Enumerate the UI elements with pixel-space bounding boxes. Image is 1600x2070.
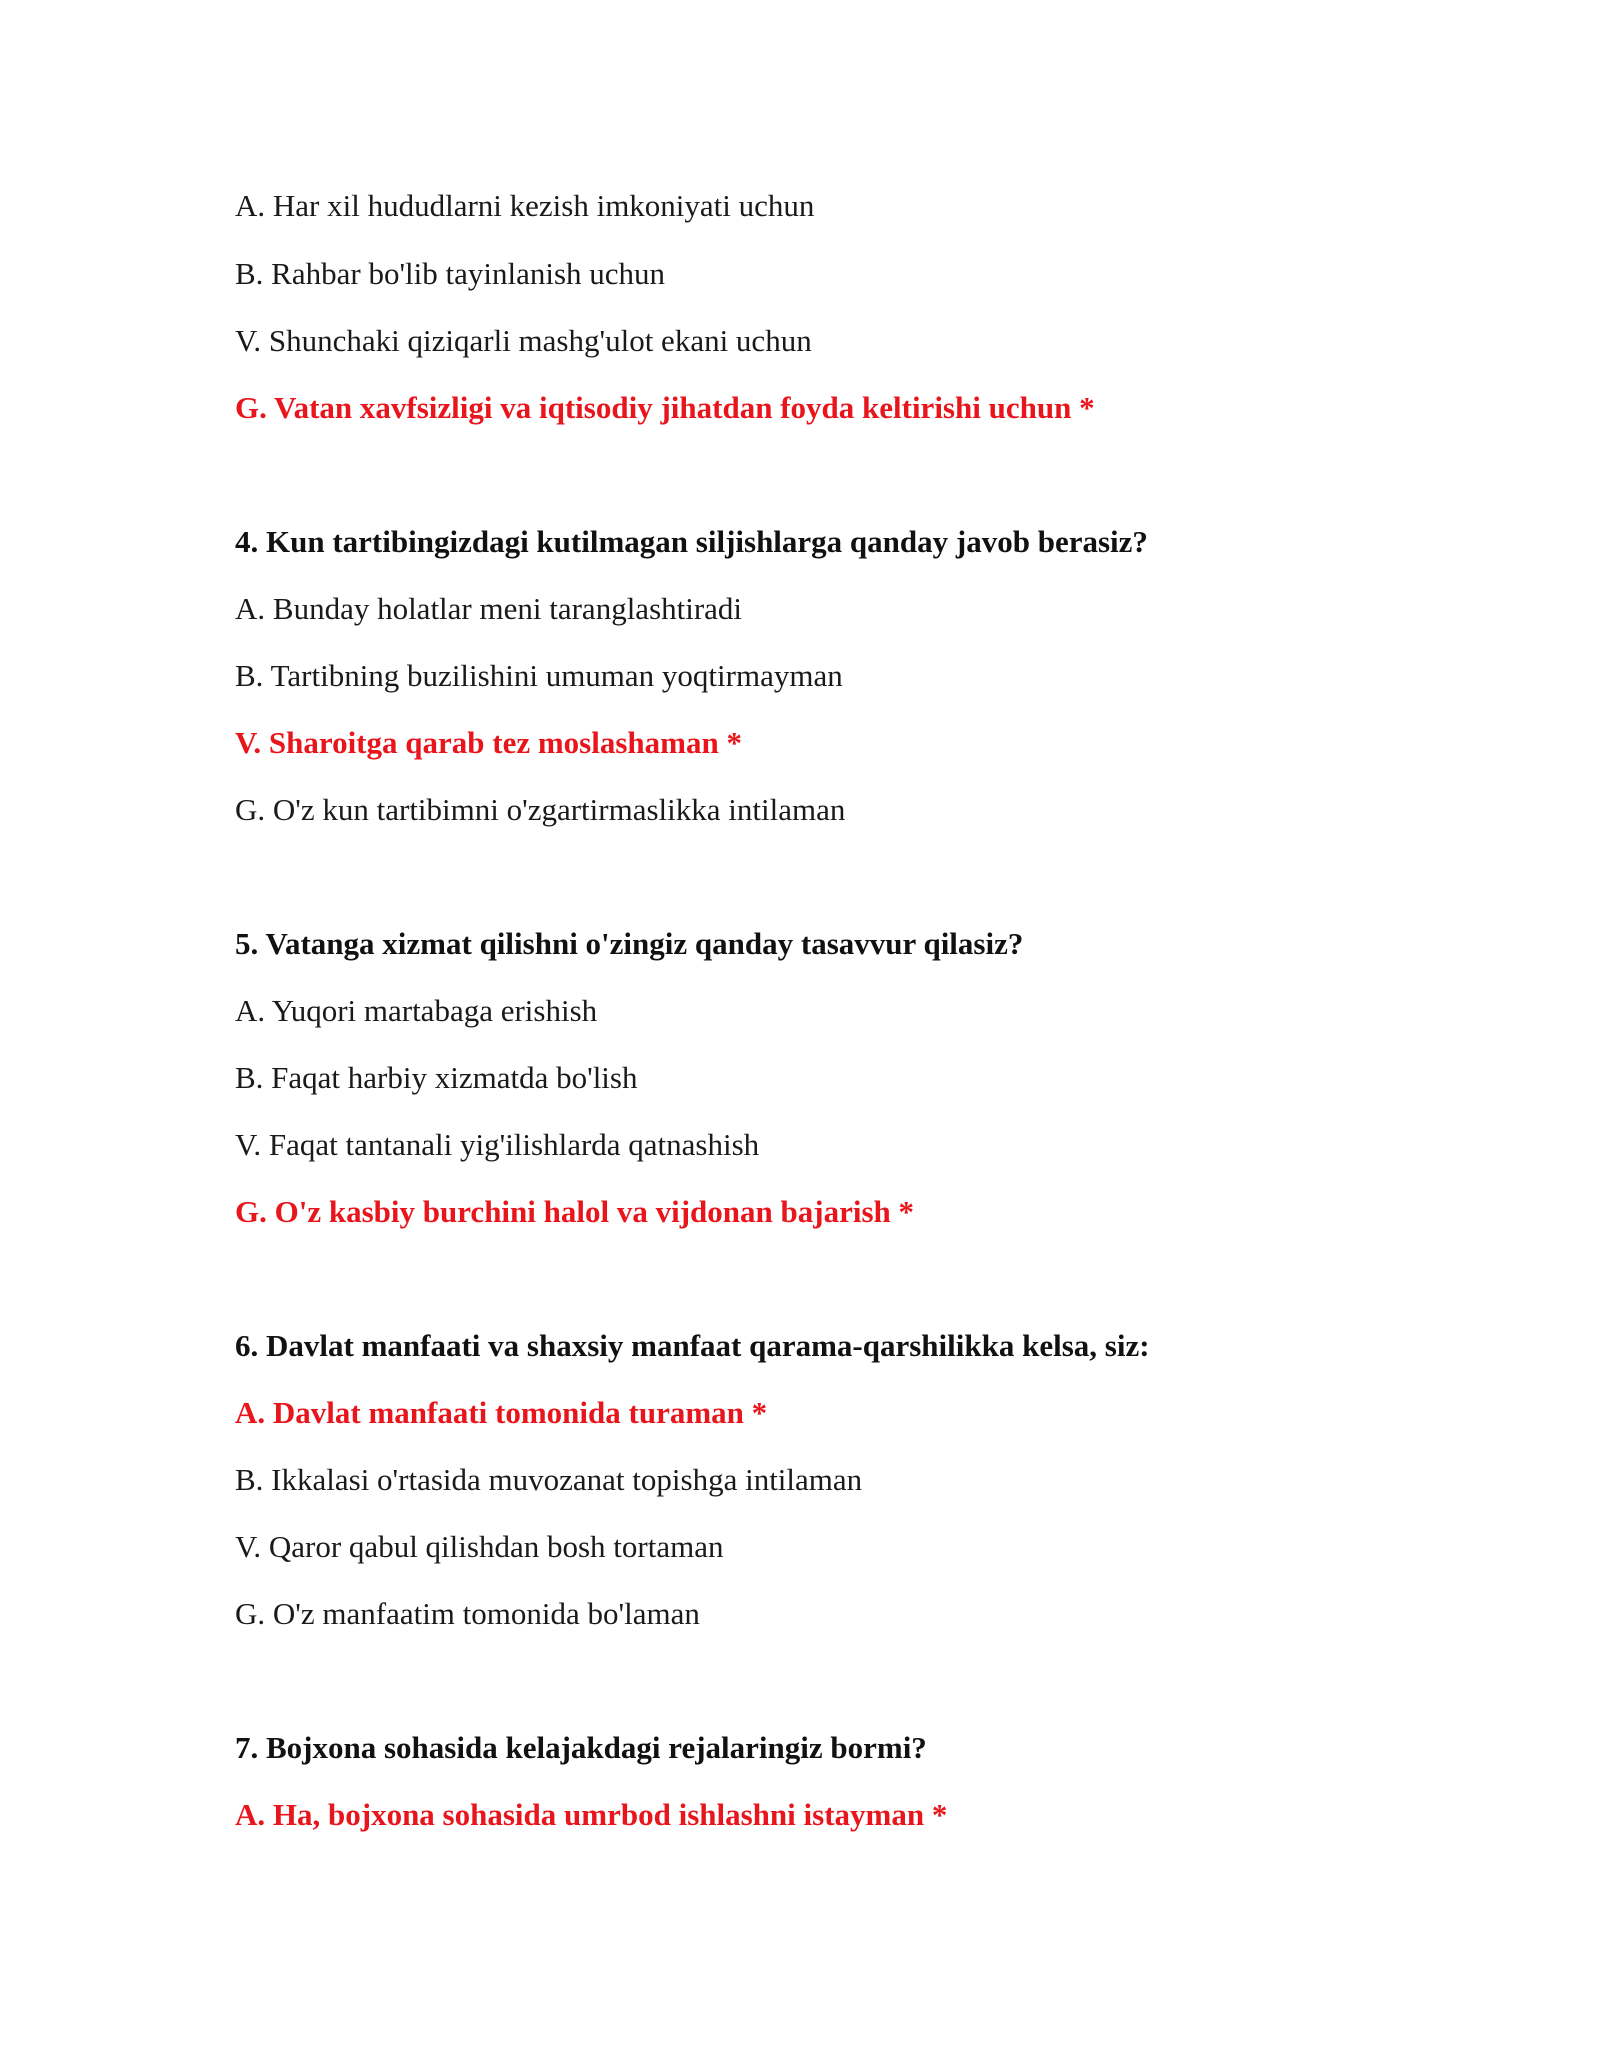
- option-5v: V. Faqat tantanali yig'ilishlarda qatnashish: [235, 1127, 760, 1162]
- question-4: 4. Kun tartibingizdagi kutilmagan siljishlarga qanday javob berasiz?: [235, 524, 1148, 559]
- option-3b: B. Rahbar bo'lib tayinlanish uchun: [235, 256, 666, 291]
- option-3v: V. Shunchaki qiziqarli mashg'ulot ekani uchun: [235, 323, 812, 358]
- option-6a-correct: A. Davlat manfaati tomonida turaman *: [235, 1395, 768, 1430]
- option-7a-correct: A. Ha, bojxona sohasida umrbod ishlashni istayman *: [235, 1797, 948, 1832]
- option-4a: A. Bunday holatlar meni taranglashtiradi: [235, 591, 743, 626]
- option-6b: B. Ikkalasi o'rtasida muvozanat topishga intilaman: [235, 1462, 863, 1497]
- option-5b: B. Faqat harbiy xizmatda bo'lish: [235, 1060, 638, 1095]
- option-5g-correct: G. O'z kasbiy burchini halol va vijdonan bajarish *: [235, 1194, 915, 1229]
- option-6v: V. Qaror qabul qilishdan bosh tortaman: [235, 1529, 724, 1564]
- question-6: 6. Davlat manfaati va shaxsiy manfaat qarama-qarshilikka kelsa, siz:: [235, 1328, 1150, 1363]
- option-3g-correct: G. Vatan xavfsizligi va iqtisodiy jihatdan foyda keltirishi uchun *: [235, 390, 1095, 425]
- option-4b: B. Tartibning buzilishini umuman yoqtirmayman: [235, 658, 843, 693]
- option-6g: G. O'z manfaatim tomonida bo'laman: [235, 1596, 700, 1631]
- option-4g: G. O'z kun tartibimni o'zgartirmaslikka intilaman: [235, 792, 846, 827]
- option-4v-correct: V. Sharoitga qarab tez moslashaman *: [235, 725, 742, 760]
- question-5: 5. Vatanga xizmat qilishni o'zingiz qanday tasavvur qilasiz?: [235, 926, 1024, 961]
- option-5a: A. Yuqori martabaga erishish: [235, 993, 598, 1028]
- question-7: 7. Bojxona sohasida kelajakdagi rejalaringiz bormi?: [235, 1730, 927, 1765]
- option-3a: A. Har xil hududlarni kezish imkoniyati uchun: [235, 188, 815, 223]
